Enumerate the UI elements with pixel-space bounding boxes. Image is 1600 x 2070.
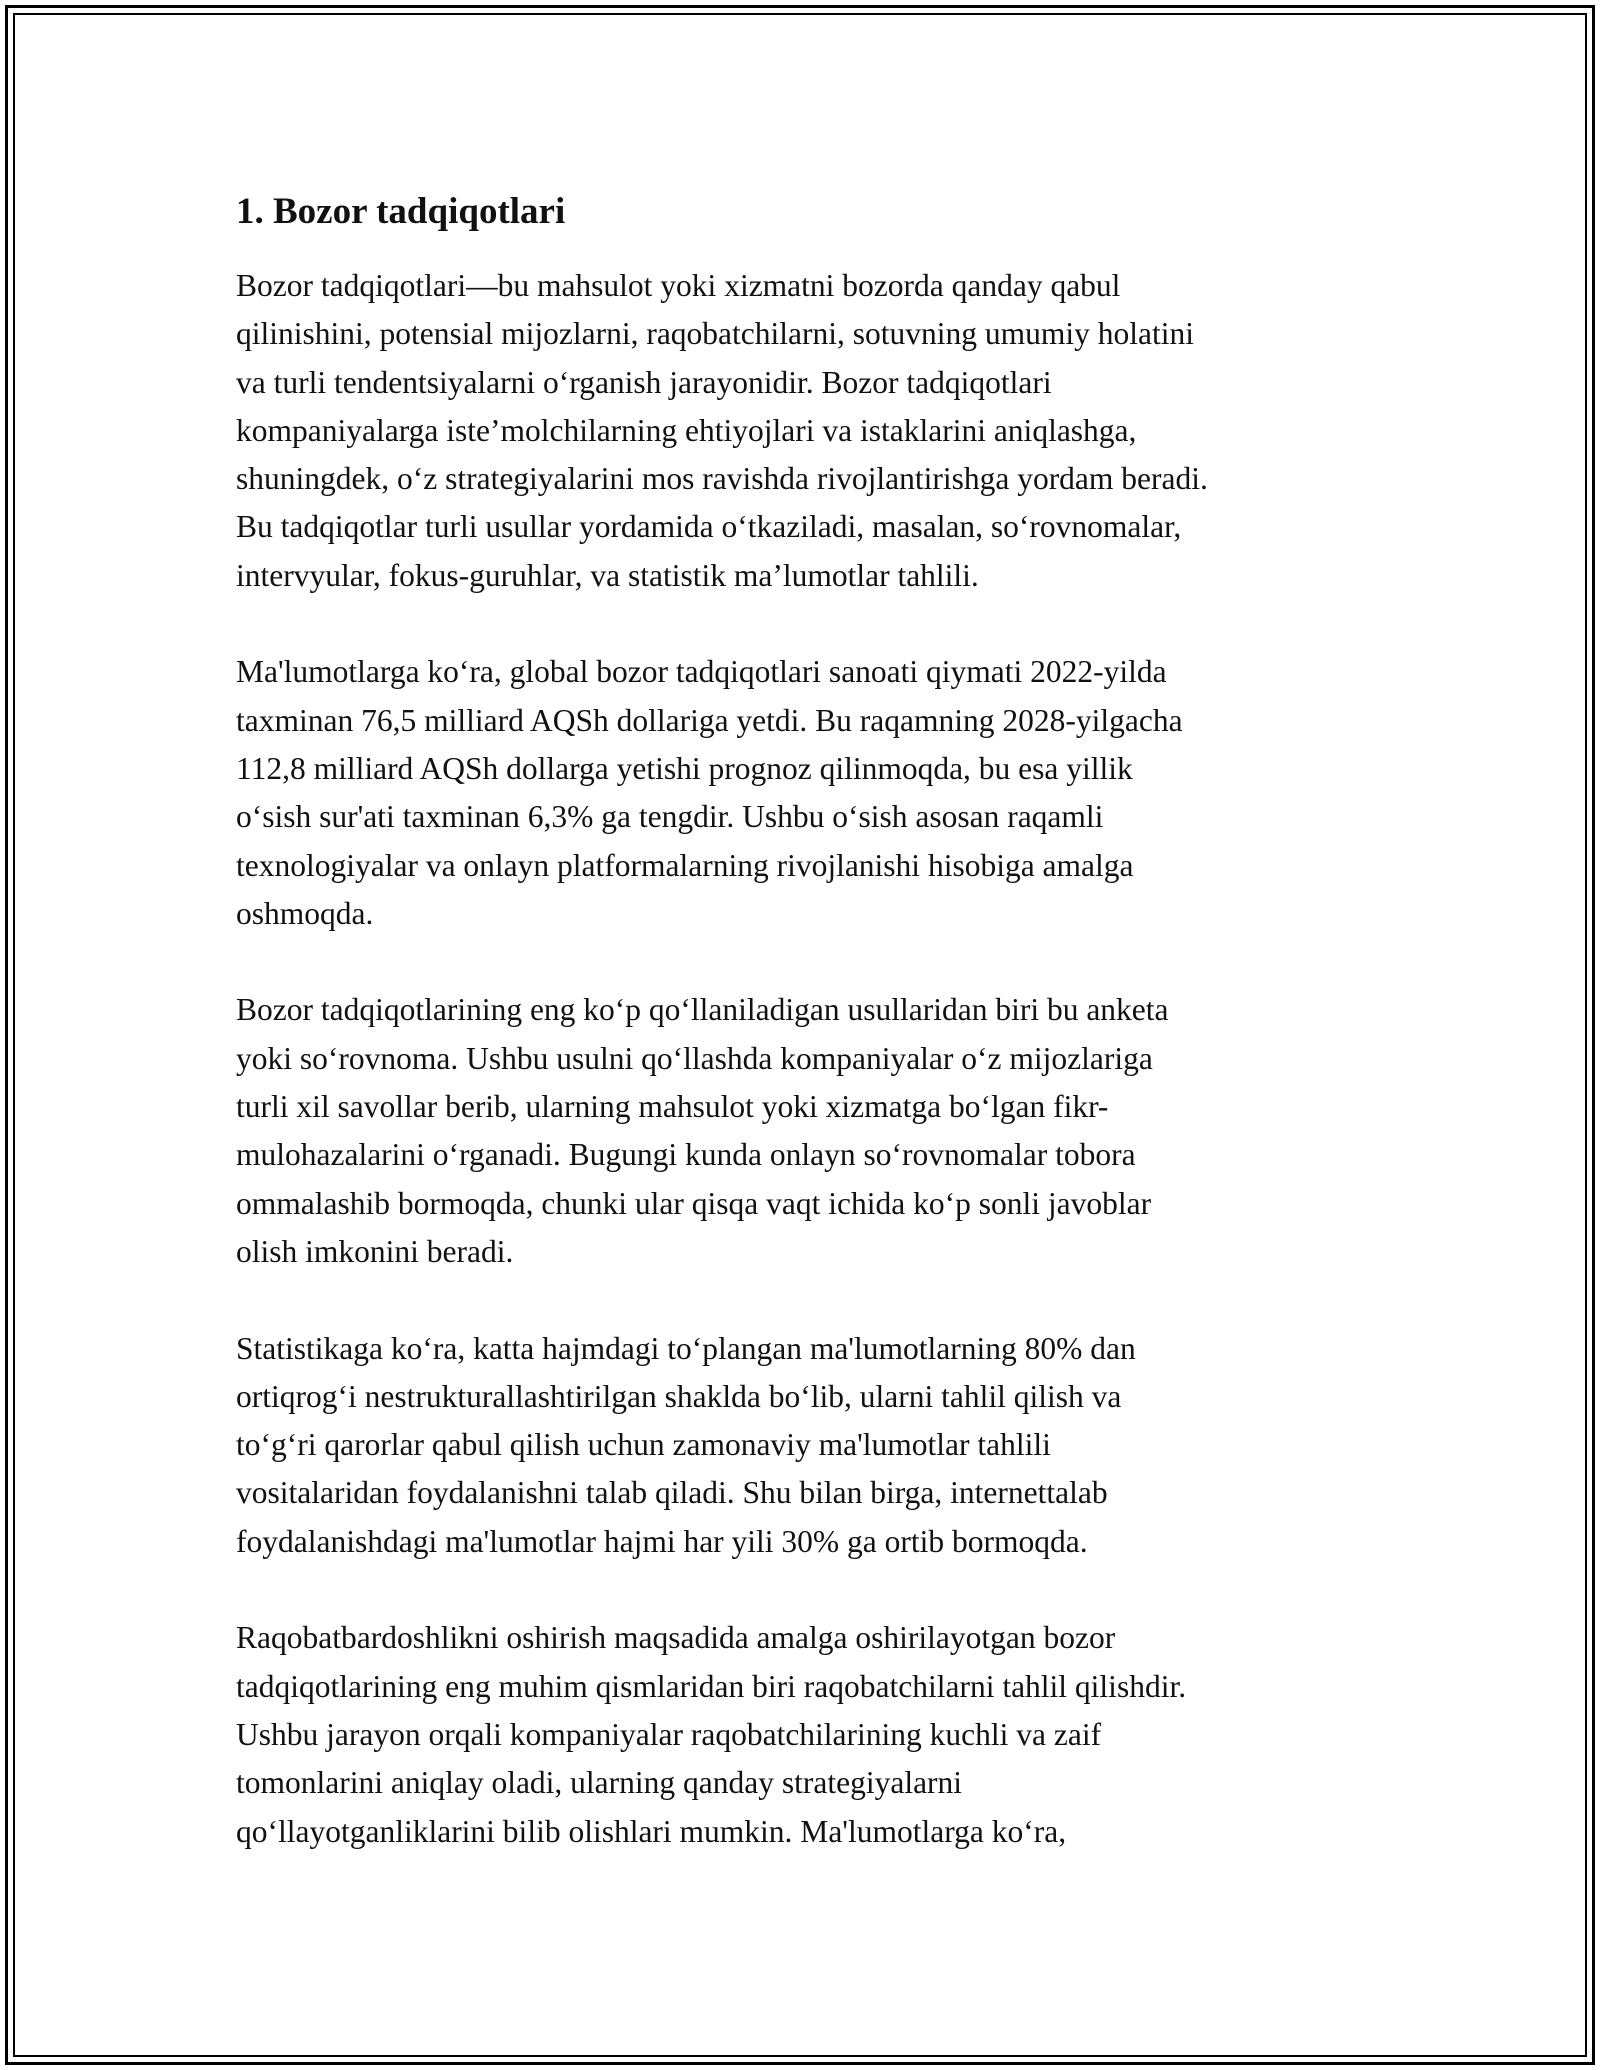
text-line: vositalaridan foydalanishni talab qiladi. Shu bilan birga, internettalab bbox=[236, 1475, 1108, 1511]
text-line: texnologiyalar va onlayn platformalarning rivojlanishi hisobiga amalga bbox=[236, 847, 1134, 883]
paragraph-5 bbox=[236, 1614, 1386, 1855]
text-line: qo‘llayotganliklarini bilib olishlari mumkin. Ma'lumotlarga ko‘ra, bbox=[236, 1813, 1067, 1849]
text-line: yoki so‘rovnoma. Ushbu usulni qo‘llashda kompaniyalar o‘z mijozlariga bbox=[236, 1040, 1153, 1076]
text-line: tomonlarini aniqlay oladi, ularning qanday strategiyalarni bbox=[236, 1765, 963, 1801]
document-body bbox=[236, 190, 1386, 1904]
text-line: Bozor tadqiqotlari—bu mahsulot yoki xizmatni bozorda qanday qabul bbox=[236, 268, 1121, 303]
text-line: oshmoqda. bbox=[236, 895, 374, 931]
text-line: turli xil savollar berib, ularning mahsulot yoki xizmatga bo‘lgan fikr- bbox=[236, 1089, 1109, 1125]
text-line: taxminan 76,5 milliard AQSh dollariga yetdi. Bu raqamning 2028-yilgacha bbox=[236, 702, 1183, 738]
text-line: qilinishini, potensial mijozlarni, raqobatchilarni, sotuvning umumiy holatini bbox=[236, 316, 1194, 352]
text-line: kompaniyalarga iste’molchilarning ehtiyojlari va istaklarini aniqlashga, bbox=[236, 412, 1137, 448]
text-line: foydalanishdagi ma'lumotlar hajmi har yili 30% ga ortib bormoqda. bbox=[236, 1523, 1088, 1559]
section-heading: 1. Bozor tadqiqotlari bbox=[236, 191, 566, 232]
paragraph-1 bbox=[236, 262, 1386, 600]
text-line: Ushbu jarayon orqali kompaniyalar raqobatchilarining kuchli va zaif bbox=[236, 1716, 1102, 1752]
text-line: Bozor tadqiqotlarining eng ko‘p qo‘llaniladigan usullaridan biri bu anketa bbox=[236, 992, 1169, 1028]
text-line: 112,8 milliard AQSh dollarga yetishi prognoz qilinmoqda, bu esa yillik bbox=[236, 750, 1133, 786]
text-line: Bu tadqiqotlar turli usullar yordamida o‘tkaziladi, masalan, so‘rovnomalar, bbox=[236, 509, 1182, 545]
text-line: ommalashib bormoqda, chunki ular qisqa vaqt ichida ko‘p sonli javoblar bbox=[236, 1185, 1152, 1221]
text-line: Raqobatbardoshlikni oshirish maqsadida amalga oshirilayotgan bozor bbox=[236, 1620, 1116, 1656]
text-line: Ma'lumotlarga ko‘ra, global bozor tadqiqotlari sanoati qiymati 2022-yilda bbox=[236, 654, 1167, 690]
text-line: intervyular, fokus-guruhlar, va statistik ma’lumotlar tahlili. bbox=[236, 557, 979, 593]
paragraph-3 bbox=[236, 986, 1386, 1276]
text-line: shuningdek, o‘z strategiyalarini mos ravishda rivojlantirishga yordam beradi. bbox=[236, 461, 1208, 497]
text-line: va turli tendentsiyalarni o‘rganish jarayonidir. Bozor tadqiqotlari bbox=[236, 364, 1052, 400]
text-line: tadqiqotlarining eng muhim qismlaridan biri raqobatchilarni tahlil qilishdir. bbox=[236, 1668, 1187, 1704]
text-line: o‘sish sur'ati taxminan 6,3% ga tengdir. Ushbu o‘sish asosan raqamli bbox=[236, 799, 1104, 835]
text-line: ortiqrog‘i nestrukturallashtirilgan shaklda bo‘lib, ularni tahlil qilish va bbox=[236, 1378, 1122, 1414]
paragraph-4 bbox=[236, 1325, 1386, 1566]
text-line: mulohazalarini o‘rganadi. Bugungi kunda onlayn so‘rovnomalar tobora bbox=[236, 1137, 1136, 1173]
text-line: Statistikaga ko‘ra, katta hajmdagi to‘plangan ma'lumotlarning 80% dan bbox=[236, 1330, 1136, 1366]
paragraph-2 bbox=[236, 648, 1386, 938]
text-line: to‘g‘ri qarorlar qabul qilish uchun zamonaviy ma'lumotlar tahlili bbox=[236, 1427, 1051, 1463]
text-line: olish imkonini beradi. bbox=[236, 1233, 514, 1269]
